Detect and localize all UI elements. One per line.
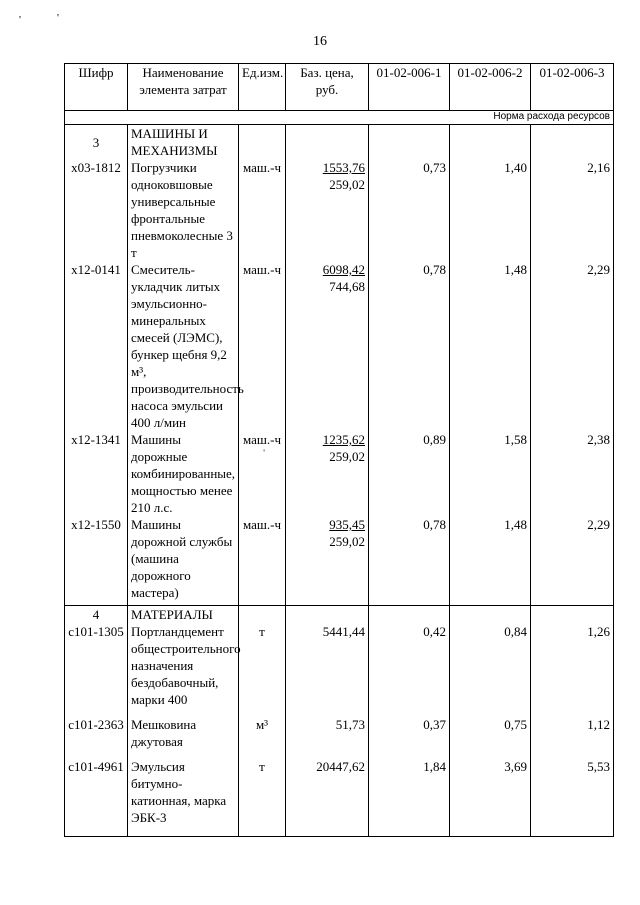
section-number: 3 <box>65 125 128 160</box>
header-col1: 01-02-006-1 <box>369 64 450 111</box>
row-price: 51,73 <box>286 716 369 758</box>
row-value-3: 1,26 <box>531 623 614 716</box>
section-header <box>65 606 614 624</box>
row-price-total: 1235,62 <box>322 432 365 447</box>
row-price-total: 1553,76 <box>322 160 365 175</box>
row-value-2: 0,84 <box>450 623 531 716</box>
row-value-1: 0,89 <box>369 431 450 516</box>
row-unit: т <box>239 623 286 716</box>
row-price-wage: 259,02 <box>329 449 365 464</box>
row-value-1: 1,84 <box>369 758 450 837</box>
row-unit: маш.-ч <box>239 516 286 606</box>
row-price-wage: 744,68 <box>329 279 365 294</box>
row-name: Портландцемент общестроительного назначения бездобавочный, марки 400 <box>128 623 239 716</box>
row-name: Эмульсия битумно-катионная, марка ЭБК-3 <box>128 758 239 837</box>
row-name: Мешковина джутовая <box>128 716 239 758</box>
row-price <box>286 516 369 606</box>
header-name: Наименование элемента затрат <box>128 64 239 111</box>
scan-speck-left: ' <box>19 14 21 26</box>
scan-speck-right: ' <box>57 12 59 24</box>
resource-norms-table <box>64 63 614 837</box>
row-unit: маш.-ч <box>239 159 286 261</box>
header-col3: 01-02-006-3 <box>531 64 614 111</box>
row-value-1: 0,78 <box>369 516 450 606</box>
table-row <box>65 623 614 716</box>
row-code: х12-1341 <box>65 431 128 516</box>
row-code: х12-0141 <box>65 261 128 431</box>
row-unit: т <box>239 758 286 837</box>
row-code: х03-1812 <box>65 159 128 261</box>
row-value-3: 1,12 <box>531 716 614 758</box>
row-value-2: 1,58 <box>450 431 531 516</box>
row-name: Погрузчики одноковшовые универсальные фронтальные пневмоколесные 3 т <box>128 159 239 261</box>
row-code: х12-1550 <box>65 516 128 606</box>
row-value-1: 0,42 <box>369 623 450 716</box>
row-value-1: 0,78 <box>369 261 450 431</box>
table-row <box>65 159 614 261</box>
row-code: с101-1305 <box>65 623 128 716</box>
row-value-3: 2,16 <box>531 159 614 261</box>
row-value-2: 0,75 <box>450 716 531 758</box>
header-row <box>65 64 614 111</box>
row-value-1: 0,73 <box>369 159 450 261</box>
page-number: 16 <box>313 34 327 49</box>
row-value-2: 1,48 <box>450 516 531 606</box>
row-price <box>286 159 369 261</box>
row-price: 20447,62 <box>286 758 369 837</box>
row-unit: маш.-ч <box>239 261 286 431</box>
table-row <box>65 516 614 606</box>
row-value-3: 2,29 <box>531 516 614 606</box>
header-price: Баз. цена, руб. <box>286 64 369 111</box>
row-unit-cell <box>239 431 286 516</box>
row-name: Машины дорожной службы (машина дорожного мастера) <box>128 516 239 606</box>
header-col2: 01-02-006-2 <box>450 64 531 111</box>
row-unit: маш.-ч <box>242 432 282 447</box>
row-name: Смеситель-укладчик литых эмульсионно-минеральных смесей (ЛЭМС), бункер щебня 9,2 м³, производительность насоса эмульсии 400 л/мин <box>128 261 239 431</box>
row-price-total: 935,45 <box>329 517 365 532</box>
row-value-1: 0,37 <box>369 716 450 758</box>
header-unit: Ед.изм. <box>239 64 286 111</box>
row-value-2: 3,69 <box>450 758 531 837</box>
row-value-3: 2,29 <box>531 261 614 431</box>
row-value-3: 5,53 <box>531 758 614 837</box>
row-unit: м³ <box>239 716 286 758</box>
row-value-2: 1,48 <box>450 261 531 431</box>
norm-row <box>65 111 614 125</box>
norm-label: Норма расхода ресурсов <box>65 111 614 125</box>
table-row <box>65 758 614 837</box>
row-code: с101-2363 <box>65 716 128 758</box>
row-price <box>286 261 369 431</box>
table-row <box>65 431 614 516</box>
row-price-wage: 259,02 <box>329 177 365 192</box>
table-row <box>65 716 614 758</box>
section-header <box>65 125 614 160</box>
row-price: 5441,44 <box>286 623 369 716</box>
row-value-2: 1,40 <box>450 159 531 261</box>
scan-speck: ' <box>263 448 265 458</box>
row-price-wage: 259,02 <box>329 534 365 549</box>
row-price <box>286 431 369 516</box>
section-title: МАШИНЫ И МЕХАНИЗМЫ <box>128 125 239 160</box>
row-name: Машины дорожные комбинированные, мощностью менее 210 л.с. <box>128 431 239 516</box>
section-number: 4 <box>65 606 128 624</box>
row-price-total: 6098,42 <box>322 262 365 277</box>
section-title: МАТЕРИАЛЫ <box>128 606 239 624</box>
table-row <box>65 261 614 431</box>
row-value-3: 2,38 <box>531 431 614 516</box>
header-code: Шифр <box>65 64 128 111</box>
row-code: с101-4961 <box>65 758 128 837</box>
